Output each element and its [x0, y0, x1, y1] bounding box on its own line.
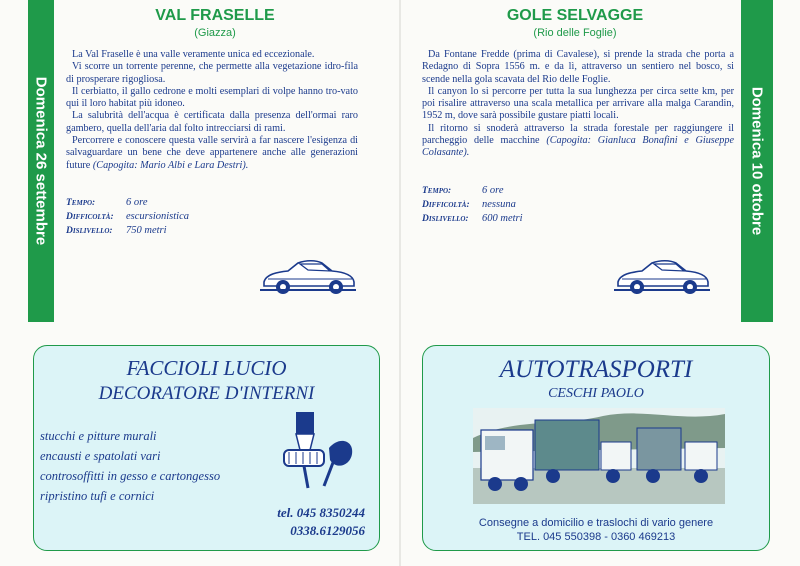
car-illustration-icon: [612, 252, 712, 302]
info-value: 600 metri: [482, 213, 523, 224]
info-label: Dislivello:: [422, 214, 469, 224]
info-value: 6 ore: [482, 185, 504, 196]
service-item: ripristino tufi e cornici: [40, 489, 155, 503]
right-subtitle: (Rio delle Foglie): [533, 27, 617, 39]
left-leaders: (Capogita: Mario Albi e Lara Destri).: [92, 159, 249, 171]
ad-phone: TEL. 045 550398 - 0360 469213: [516, 531, 676, 543]
right-date-band: [741, 0, 773, 322]
info-value: escursionistica: [126, 211, 189, 222]
left-paragraph: Il cerbiatto, il gallo cedrone e molti esemplari di volpe hanno tro-vato qui il loro habitat più idoneo.: [66, 85, 358, 110]
ad-name: AUTOTRASPORTI: [499, 356, 693, 383]
info-label: Difficoltà:: [422, 200, 470, 210]
info-value: 6 ore: [126, 197, 148, 208]
left-paragraph: Percorrere e conoscere questa valle servirà a far nascere l'esigenza di salvaguardare un bene che deve appartenere anche alle generazioni future (Capogita: Mario Albi e Lara Destri).: [66, 135, 358, 171]
info-row: [422, 212, 523, 226]
info-row: [66, 210, 189, 224]
right-paragraph: Il canyon lo si percorre per tutta la sua lunghezza per circa sette km, per poi risalire attraverso una scala metallica per arrivare alla malga Carandin, 1952 m, dove sarà possibile gustare piatti locali.: [422, 85, 734, 122]
right-leaders: (Capogita: Gianluca Bonafini e Giuseppe Colasante).: [422, 135, 735, 159]
service-item: encausti e spatolati vari: [40, 449, 161, 463]
left-date-label: Domenica 26 settembre: [32, 76, 50, 246]
decorator-ad: [33, 345, 380, 551]
ad-footer: [423, 516, 769, 544]
right-paragraph: Il ritorno si snoderà attraverso la strada forestale per raggiungere il parcheggio delle macchine (Capogita: Gianluca Bonafini e Giuseppe Colasante).: [422, 122, 735, 159]
paint-brush-roller-icon: [274, 408, 364, 493]
right-date-label: Domenica 10 ottobre: [748, 86, 766, 236]
info-row: [66, 196, 189, 210]
info-label: Dislivello:: [66, 226, 113, 236]
ad-contacts: [277, 504, 365, 540]
car-illustration-icon: [258, 252, 358, 302]
left-paragraph: La salubrità dell'acqua è certificata dalla presenza dell'ormai raro gambero, quella dell'aria dal folto intrecciarsi di rami.: [66, 110, 358, 134]
left-paragraph: Vi scorre un torrente perenne, che permette alla vegetazione idro-fila di prosperare rigogliosa.: [66, 61, 358, 85]
service-item: controsoffitti in gesso e cartongesso: [40, 469, 221, 483]
right-description: [422, 49, 734, 160]
left-info-table: [66, 196, 189, 238]
left-date-band: [28, 0, 54, 322]
ad-profession: DECORATORE D'INTERNI: [98, 383, 315, 404]
info-row: [422, 198, 523, 212]
ad-name: FACCIOLI LUCIO: [126, 356, 287, 380]
page-fold: [399, 0, 401, 566]
left-subtitle: (Giazza): [194, 27, 236, 39]
left-title: VAL FRASELLE: [155, 7, 275, 24]
left-description: [66, 49, 358, 172]
right-info-table: [422, 184, 523, 226]
info-value: nessuna: [482, 199, 516, 210]
right-title: GOLE SELVAGGE: [506, 7, 644, 24]
info-row: [422, 184, 523, 198]
ad-owner: CESCHI PAOLO: [548, 386, 644, 401]
info-label: Difficoltà:: [66, 212, 114, 222]
info-label: Tempo:: [66, 198, 96, 208]
phone-number: tel. 045 8350244: [277, 505, 365, 520]
info-value: 750 metri: [126, 225, 167, 236]
service-item: stucchi e pitture murali: [40, 429, 157, 443]
ad-services-list: [40, 426, 220, 506]
transport-ad: [422, 345, 770, 551]
right-paragraph: Da Fontane Fredde (prima di Cavalese), si prende la strada che porta a Redagno di Sopra 1556 m. e da lì, attraverso un sentiero nel bosco, si scende nella gola scavata del Rio delle Foglie.: [422, 49, 734, 85]
mobile-number: 0338.6129056: [290, 523, 365, 538]
info-label: Tempo:: [422, 186, 452, 196]
ad-services: Consegne a domicilio e traslochi di vario genere: [478, 517, 714, 529]
truck-fleet-photo-icon: [473, 408, 725, 504]
info-row: [66, 224, 189, 238]
left-paragraph: La Val Fraselle è una valle veramente unica ed eccezionale.: [72, 49, 315, 60]
